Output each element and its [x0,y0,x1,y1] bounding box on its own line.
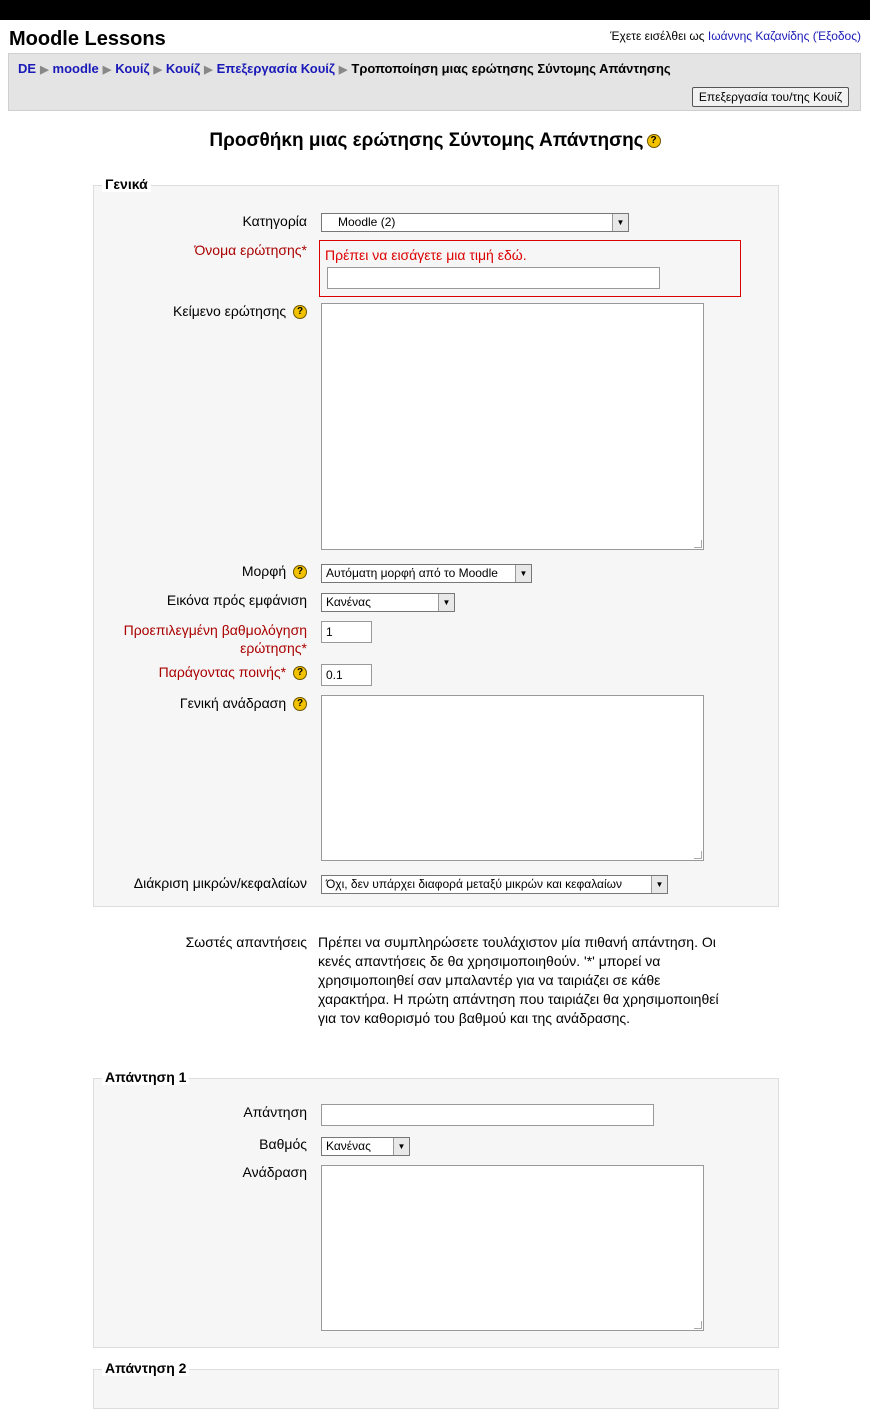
page-title-text: Προσθήκη μιας ερώτησης Σύντομης Απάντησης [209,130,644,151]
correct-answers-info: Πρέπει να συμπληρώσετε τουλάχιστον μία πιθανή απάντηση. Οι κενές απαντήσεις δε θα χρησιμοποιηθούν. '*' μπορεί να χρησιμοποιηθεί σαν μπαλαντέρ για να ταιριάζει σε κάθε χαρακτήρα. Η πρώτη απάντηση που ταιριάζει θα χρησιμοποιηθεί για τον καθορισμό του βαθμού και της ανάδρασης. [318,934,719,1026]
chevron-down-icon: ▼ [438,594,454,611]
default-grade-label-line2: ερώτησης* [240,640,307,656]
category-value: Moodle (2) [338,215,396,229]
question-text-area[interactable] [321,303,704,550]
case-select[interactable] [321,875,668,894]
general-feedback-label-text: Γενική ανάδραση [179,695,287,711]
answer2-legend: Απάντηση 2 [102,1360,189,1376]
error-message: Πρέπει να εισάγετε μια τιμή εδώ. [325,247,527,263]
top-bar [0,0,870,20]
site-name[interactable]: Moodle Lessons [9,28,166,50]
breadcrumb-current: Τροποποίηση μιας ερώτησης Σύντομης Απάντησης [351,61,671,76]
penalty-label-text: Παράγοντας ποινής* [158,664,287,680]
chevron-down-icon: ▼ [515,565,531,582]
breadcrumb-separator-icon: ▶ [338,64,348,76]
format-label [242,563,307,579]
breadcrumb-link[interactable]: Κουίζ [115,61,150,76]
edit-quiz-button[interactable]: Επεξεργασία του/της Κουίζ [692,87,849,107]
chevron-down-icon: ▼ [651,876,667,893]
penalty-input[interactable] [321,664,372,686]
image-label: Εικόνα πρός εμφάνιση [166,592,307,608]
answer1-grade-value: Κανένας [326,1139,371,1153]
correct-answers-label: Σωστές απαντήσεις [185,934,307,950]
question-text-label-text: Κείμενο ερώτησης [173,303,287,319]
breadcrumb-link[interactable]: DE [18,61,37,76]
default-grade-input[interactable] [321,621,372,643]
user-link[interactable]: Ιωάννης Καζανίδης [707,29,810,43]
answer1-grade-select[interactable] [321,1137,410,1156]
answer1-input[interactable] [321,1104,654,1126]
default-grade-label [124,621,307,657]
general-legend: Γενικά [102,176,151,192]
chevron-down-icon: ▼ [612,214,628,231]
breadcrumb [18,61,671,76]
image-select[interactable] [321,593,455,612]
question-text-label [173,303,307,319]
breadcrumb-separator-icon: ▶ [102,64,112,76]
format-value: Αυτόματη μορφή από το Moodle [326,566,498,580]
answer1-answer-label: Απάντηση [243,1104,307,1120]
category-select[interactable] [321,213,629,232]
logout-link[interactable]: (Έξοδος) [812,29,861,43]
default-grade-label-line1: Προεπιλεγμένη βαθμολόγηση [123,622,307,638]
breadcrumb-separator-icon: ▶ [153,64,162,76]
answer1-feedback-label: Ανάδραση [242,1164,307,1180]
case-value: Όχι, δεν υπάρχει διαφορά μεταξύ μικρών και κεφαλαίων [326,877,623,891]
answer2-fieldset [93,1360,779,1409]
case-label: Διάκριση μικρών/κεφαλαίων [133,875,307,891]
breadcrumb-separator-icon: ▶ [40,64,49,76]
category-label: Κατηγορία [242,213,307,229]
answer1-feedback-area[interactable] [321,1165,704,1331]
question-name-label: Όνομα ερώτησης* [194,242,307,258]
image-value: Κανένας [326,595,371,609]
help-icon[interactable]: ? [647,134,661,148]
login-info [610,29,861,43]
question-name-input[interactable] [327,267,660,289]
general-feedback-area[interactable] [321,695,704,861]
breadcrumb-link[interactable]: moodle [52,61,99,76]
help-icon[interactable]: ? [293,565,307,579]
penalty-label [159,664,307,680]
help-icon[interactable]: ? [293,305,307,319]
help-icon[interactable]: ? [293,666,307,680]
breadcrumb-link[interactable]: Κουίζ [165,61,201,76]
answer1-legend: Απάντηση 1 [102,1069,189,1085]
navbar [8,53,861,111]
page-title [0,130,870,152]
format-select[interactable] [321,564,532,583]
general-feedback-label [180,695,307,711]
help-icon[interactable]: ? [293,697,307,711]
chevron-down-icon: ▼ [393,1138,409,1155]
format-label-text: Μορφή [241,563,287,579]
login-prefix: Έχετε εισέλθει ως [610,29,705,43]
breadcrumb-separator-icon: ▶ [204,64,213,76]
answer1-grade-label: Βαθμός [259,1136,307,1152]
breadcrumb-link[interactable]: Επεξεργασία Κουίζ [216,61,335,76]
